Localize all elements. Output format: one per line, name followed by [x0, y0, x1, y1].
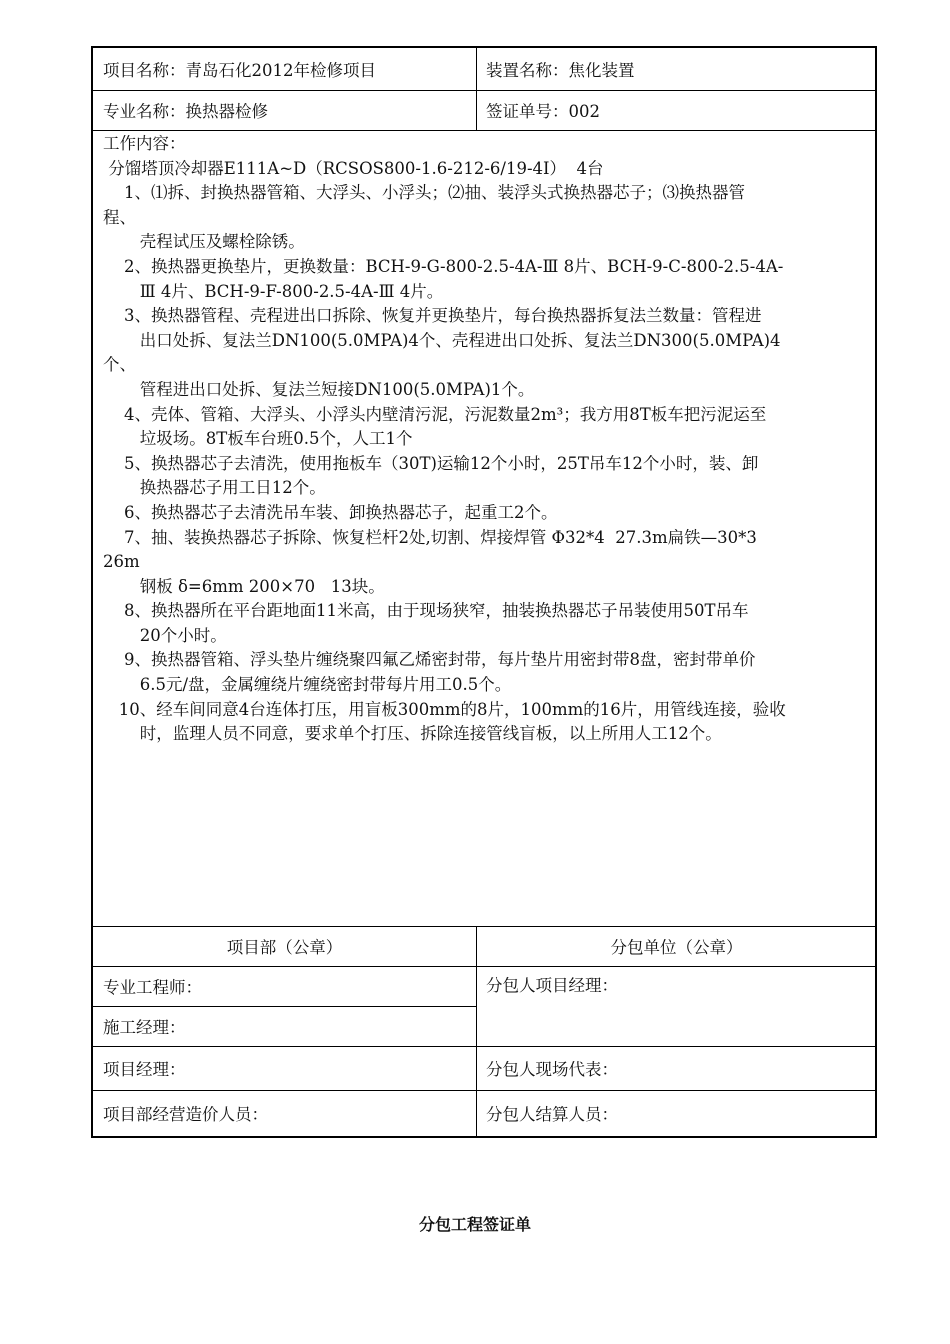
project-dept-seal: 项目部（公章） [226, 938, 343, 957]
sub-settlement-cell [476, 1090, 877, 1136]
work-line: 2、换热器更换垫片，更换数量：BCH-9-G-800-2.5-4A-Ⅲ 8片、BCH-9-C-800-2.5-4A- [103, 256, 784, 276]
construction-manager-label: 施工经理： [103, 1018, 186, 1037]
sub-site-rep-label: 分包人现场代表： [486, 1060, 618, 1079]
engineer-label: 专业工程师： [103, 978, 202, 997]
visa-number: 签证单号：002 [486, 102, 600, 121]
cost-staff-label: 项目部经营造价人员： [103, 1105, 268, 1124]
work-line: 时，监理人员不同意，要求单个打压、拆除连接管线盲板，以上所用人工12个。 [103, 724, 722, 744]
sub-project-manager-cell [476, 966, 877, 996]
work-line: 8、换热器所在平台距地面11米高，由于现场狭窄，抽装换热器芯子吊装使用50T吊车 [103, 601, 749, 621]
work-line: 20个小时。 [103, 625, 227, 645]
project-manager-label: 项目经理： [103, 1060, 186, 1079]
unit-name: 装置名称：焦化装置 [486, 61, 635, 80]
work-line: 钢板 δ=6mm 200×70 13块。 [103, 576, 385, 596]
engineer-cell [93, 966, 476, 1006]
work-line: 5、换热器芯子去清洗，使用拖板车（30T)运输12个小时，25T吊车12个小时，装、卸 [103, 453, 759, 473]
work-line: 3、换热器管程、壳程进出口拆除、恢复并更换垫片，每台换热器拆复法兰数量：管程进 [103, 306, 762, 326]
work-line: 7、抽、装换热器芯子拆除、恢复栏杆2处,切割、焊接焊管 Φ32*4 27.3m扁铁—30*3 [103, 527, 757, 547]
project-dept-seal-cell [93, 926, 476, 966]
work-line: 9、换热器管箱、浮头垫片缠绕聚四氟乙烯密封带，每片垫片用密封带8盘，密封带单价 [103, 650, 756, 670]
construction-manager-cell [93, 1006, 476, 1046]
project-name: 项目名称：青岛石化2012年检修项目 [103, 61, 376, 80]
work-line: 个、 [103, 355, 136, 375]
work-content [103, 132, 869, 747]
work-line: Ⅲ 4片、BCH-9-F-800-2.5-4A-Ⅲ 4片。 [103, 281, 444, 301]
work-line: 分馏塔顶冷却器E111A~D（RCSOS800-1.6-212-6/19-4Ⅰ） 4台 [103, 158, 604, 178]
sub-site-rep-cell [476, 1046, 877, 1090]
visa-no-cell [476, 90, 877, 130]
project-manager-cell [93, 1046, 476, 1090]
work-title: 工作内容： [103, 134, 186, 153]
unit-name-cell [476, 48, 877, 90]
discipline-cell [93, 90, 476, 130]
sub-unit-seal: 分包单位（公章） [610, 938, 743, 957]
cost-staff-cell [93, 1090, 476, 1136]
work-line: 壳程试压及螺栓除锈。 [103, 232, 305, 252]
work-line: 1、⑴拆、封换热器管箱、大浮头、小浮头；⑵抽、装浮头式换热器芯子；⑶换热器管 [103, 183, 745, 203]
work-line: 10、经车间同意4台连体打压，用盲板300mm的8片，100mm的16片，用管线连接，验收 [103, 699, 786, 719]
work-line: 4、壳体、管箱、大浮头、小浮头内壁清污泥，污泥数量2m³；我方用8T板车把污泥运至 [103, 404, 767, 424]
work-line: 垃圾场。8T板车台班0.5个，人工1个 [103, 429, 413, 449]
sub-unit-seal-cell [476, 926, 877, 966]
sub-project-manager-label: 分包人项目经理： [486, 976, 618, 995]
row-divider [93, 130, 875, 131]
visa-form [91, 46, 877, 1138]
work-line: 出口处拆、复法兰DN100(5.0MPA)4个、壳程进出口处拆、复法兰DN300(5.0MPA)4 [103, 330, 781, 350]
work-line: 程、 [103, 207, 136, 227]
work-line: 26m [103, 552, 140, 572]
work-line: 换热器芯子用工日12个。 [103, 478, 326, 498]
work-line: 6、换热器芯子去清洗吊车装、卸换热器芯子，起重工2个。 [103, 502, 558, 522]
project-name-cell [93, 48, 476, 90]
work-line: 管程进出口处拆、复法兰短接DN100(5.0MPA)1个。 [103, 379, 535, 399]
sub-settlement-label: 分包人结算人员： [486, 1105, 618, 1124]
document-title: 分包工程签证单 [418, 1215, 531, 1234]
work-line: 6.5元/盘，金属缠绕片缠绕密封带每片用工0.5个。 [103, 675, 512, 695]
discipline: 专业名称：换热器检修 [103, 102, 268, 121]
